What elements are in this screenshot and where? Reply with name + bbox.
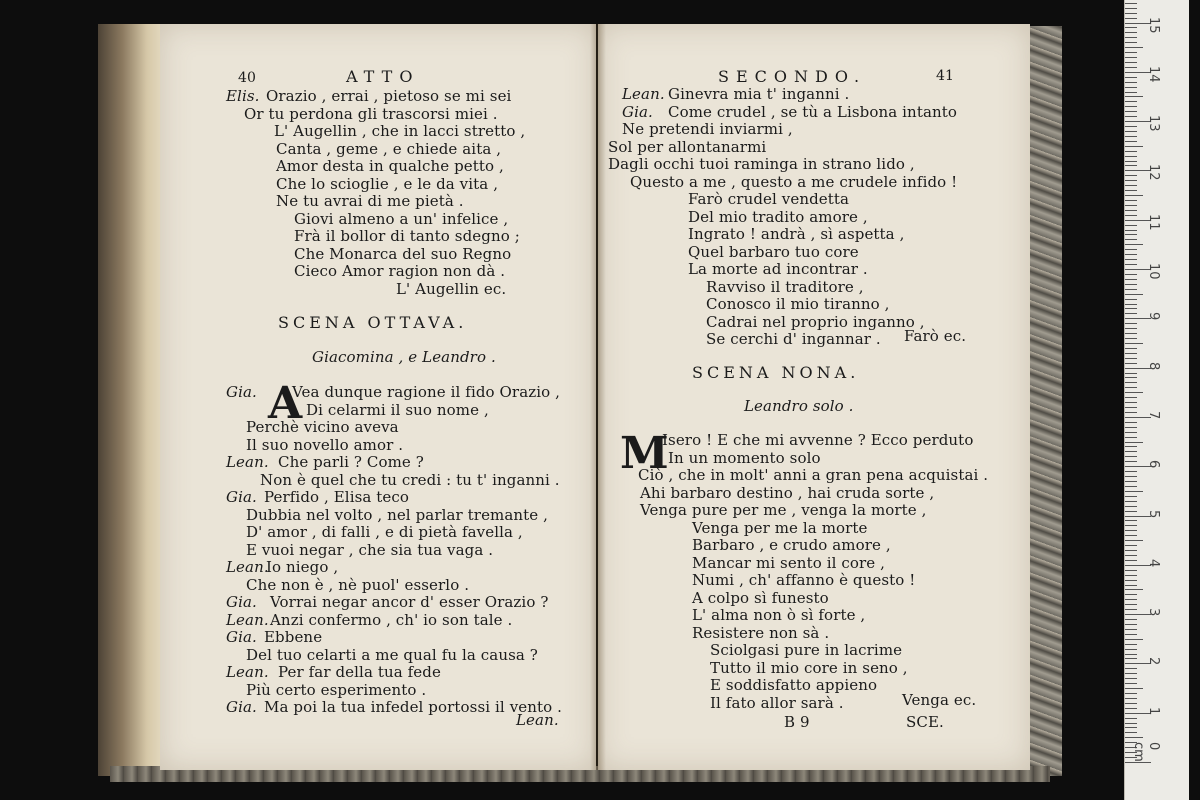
ruler-tick	[1125, 634, 1137, 635]
verse-line: Come crudel , se tù a Lisbona intanto	[668, 102, 958, 121]
ruler-tick	[1125, 180, 1137, 181]
ruler-tick	[1125, 688, 1143, 689]
ruler-tick	[1125, 284, 1137, 285]
verse-line: Se cerchi d' ingannar .	[706, 330, 881, 348]
ruler-tick	[1125, 333, 1137, 334]
ruler-tick	[1125, 451, 1137, 452]
ruler-tick	[1125, 18, 1137, 19]
verse-line: Conosco il mio tiranno ,	[706, 295, 890, 313]
ruler-tick	[1125, 185, 1137, 186]
verse-line: Giovi almeno a un' infelice ,	[294, 209, 509, 228]
ruler-tick	[1125, 131, 1137, 132]
verse-line: Mancar mi sento il core ,	[692, 553, 885, 572]
verse-line: E soddisfatto appieno	[710, 676, 878, 694]
ruler-number: 12	[1146, 164, 1161, 181]
ruler-tick	[1125, 151, 1137, 152]
verse-line: Più certo esperimento .	[246, 680, 427, 699]
verse-line: Per far della tua fede	[278, 663, 441, 681]
signature-mark: B 9	[784, 713, 810, 731]
ruler-tick	[1125, 708, 1137, 709]
ruler-tick	[1125, 481, 1137, 482]
ruler-tick	[1125, 225, 1137, 226]
ruler-tick	[1125, 683, 1137, 684]
verse-line: Ebbene	[264, 628, 323, 646]
verse-line: Tutto il mio core in seno ,	[710, 658, 908, 677]
verse-line: In un momento solo	[668, 448, 821, 467]
ruler-tick	[1125, 377, 1137, 378]
verse-line: Io niego ,	[266, 558, 339, 576]
ruler-number: 10	[1146, 263, 1161, 280]
ruler-number: 8	[1146, 361, 1161, 370]
ruler-tick	[1125, 723, 1137, 724]
ruler-tick	[1125, 106, 1137, 107]
speaker-label: Gia.	[226, 593, 257, 611]
ruler-tick	[1125, 693, 1137, 694]
ruler-tick	[1125, 644, 1137, 645]
verse-line: Ingrato ! andrà , sì aspetta ,	[688, 225, 905, 243]
verse-line: Dubbia nel volto , nel parlar tremante ,	[246, 505, 549, 524]
ruler-tick	[1125, 87, 1137, 88]
verse-line: Del mio tradito amore ,	[688, 207, 868, 226]
ruler-tick	[1125, 313, 1137, 314]
ruler-tick	[1125, 13, 1137, 14]
verse-line: Or tu perdona gli trascorsi miei .	[244, 104, 498, 123]
ruler-tick	[1125, 609, 1137, 610]
ruler-tick	[1125, 580, 1137, 581]
book-gutter	[590, 24, 606, 770]
ruler-tick	[1125, 244, 1143, 245]
verse-line: Venga pure per me , venga la morte ,	[640, 501, 927, 519]
ruler-tick	[1125, 42, 1137, 43]
ruler-tick	[1125, 437, 1137, 438]
ruler-tick	[1125, 289, 1137, 290]
page-number: 40	[238, 70, 257, 86]
ruler-number: 4	[1146, 558, 1161, 568]
ruler-tick	[1125, 585, 1137, 586]
ruler-tick	[1125, 239, 1137, 240]
ruler-tick	[1125, 619, 1137, 620]
ruler-tick	[1125, 456, 1137, 457]
ruler-tick	[1125, 77, 1137, 78]
speaker-label: Gia.	[226, 383, 257, 401]
verse-line: Ahi barbaro destino , hai cruda sorte ,	[640, 483, 935, 502]
ruler-tick	[1125, 476, 1137, 477]
verse-line: D' amor , di falli , e di pietà favella ,	[246, 523, 523, 541]
ruler-tick	[1125, 353, 1137, 354]
ruler-tick	[1125, 234, 1137, 235]
ruler-tick	[1125, 92, 1137, 93]
ruler-tick	[1125, 525, 1137, 526]
ruler-tick	[1125, 639, 1143, 640]
ruler-tick	[1125, 32, 1137, 33]
ruler-tick	[1125, 62, 1137, 63]
ruler-tick	[1125, 141, 1137, 142]
ruler-tick	[1125, 146, 1143, 147]
verse-line: L' Augellin , che in lacci stretto ,	[274, 122, 526, 140]
ruler-tick	[1125, 491, 1143, 492]
verse-line: Dagli occhi tuoi raminga in strano lido ,	[608, 155, 915, 173]
verse-line: L' alma non ò sì forte ,	[692, 606, 866, 624]
ruler-tick	[1125, 658, 1137, 659]
ruler-tick	[1125, 373, 1137, 374]
verse-line: Orazio , errai , pietoso se mi sei	[266, 87, 512, 105]
ruler-tick	[1125, 698, 1137, 699]
ruler-tick	[1125, 427, 1137, 428]
ruler-tick	[1125, 535, 1137, 536]
verse-line: Di celarmi il suo nome ,	[306, 400, 489, 419]
ruler-tick	[1125, 264, 1137, 265]
verse-line: Che Monarca del suo Regno	[294, 244, 512, 263]
ruler-tick	[1125, 594, 1137, 595]
ruler-tick	[1125, 432, 1137, 433]
ruler-tick	[1125, 461, 1137, 462]
ruler-number: 5	[1146, 509, 1161, 518]
ruler-tick	[1125, 501, 1137, 502]
ruler-tick	[1125, 175, 1137, 176]
ruler-tick	[1125, 304, 1137, 305]
ruler-tick	[1125, 101, 1137, 102]
ruler-tick	[1125, 407, 1137, 408]
ruler-tick	[1125, 37, 1137, 38]
ruler-tick	[1125, 205, 1137, 206]
ruler-tick	[1125, 195, 1143, 196]
ruler-number: 15	[1146, 16, 1161, 34]
ruler-number: 14	[1146, 65, 1161, 83]
ruler-number: 7	[1146, 410, 1161, 420]
ruler-tick	[1125, 274, 1137, 275]
ruler-tick	[1125, 52, 1137, 53]
ruler-number: 1	[1146, 706, 1161, 715]
speaker-label: Lean.	[226, 610, 269, 629]
verse-line: Ne tu avrai di me pietà .	[276, 192, 464, 210]
verse-line: Farò crudel vendetta	[688, 190, 850, 208]
scene-title: SCENA OTTAVA.	[278, 313, 468, 332]
ruler-tick	[1125, 111, 1137, 112]
ruler-tick	[1125, 718, 1137, 719]
ruler-number: 6	[1146, 460, 1161, 469]
ruler-tick	[1125, 727, 1137, 728]
verse-line: A colpo sì funesto	[692, 588, 829, 607]
ruler-tick	[1125, 402, 1137, 403]
verse-line: Resistere non sà .	[692, 623, 830, 642]
ruler-tick	[1125, 136, 1137, 137]
verse-line: Cieco Amor ragion non dà .	[294, 262, 506, 280]
ruler-tick	[1125, 363, 1137, 364]
ruler-unit-label: 0 cm	[1131, 742, 1161, 762]
verse-line: Amor desta in qualche petto ,	[276, 157, 504, 175]
verse-line: Sciolgasi pure in lacrime	[710, 641, 903, 659]
ruler-tick	[1125, 200, 1137, 201]
speaker-label: Lean.	[226, 558, 269, 576]
verse-line: Canta , geme , e chiede aita ,	[276, 139, 502, 158]
verse-line: Che parli ? Come ?	[278, 453, 424, 471]
ruler-tick	[1125, 165, 1137, 166]
ruler-tick	[1125, 570, 1137, 571]
verse-line: Questo a me , questo a me crudele infido !	[630, 172, 958, 191]
ruler-tick	[1125, 67, 1137, 68]
scene-characters: Leandro solo .	[744, 397, 854, 415]
catchword: Lean.	[516, 711, 559, 729]
ruler-tick	[1125, 3, 1137, 4]
verse-line: Venga per me la morte	[692, 518, 868, 537]
verse-line: Vorrai negar ancor d' esser Orazio ?	[270, 593, 549, 611]
ruler-tick	[1125, 442, 1143, 443]
verse-line: Quel barbaro tuo core	[688, 242, 859, 261]
ruler-tick	[1125, 397, 1137, 398]
verse-line: L' Augellin ec.	[396, 279, 507, 298]
verse-line: Ravviso il traditore ,	[706, 277, 864, 296]
ruler-tick	[1125, 555, 1137, 556]
ruler-tick	[1125, 230, 1137, 231]
ruler-tick	[1125, 703, 1137, 704]
speaker-label: Gia.	[226, 628, 257, 646]
ruler-tick	[1125, 126, 1137, 127]
ruler-tick	[1125, 387, 1137, 388]
ruler-tick	[1125, 254, 1137, 255]
ruler-tick	[1125, 279, 1137, 280]
verse-line: Sol per allontanarmi	[608, 137, 767, 156]
ruler-tick	[1125, 8, 1137, 9]
ruler-tick	[1125, 624, 1137, 625]
drop-cap: A	[268, 378, 303, 429]
verse-line: Ne pretendi inviarmi ,	[622, 120, 793, 138]
ruler-tick	[1125, 161, 1137, 162]
ruler-tick	[1125, 323, 1137, 324]
book-cover-edge-right	[1028, 26, 1062, 776]
ruler-tick	[1125, 215, 1137, 216]
ruler-tick	[1125, 294, 1143, 295]
ruler-tick	[1125, 249, 1137, 250]
ruler-tick	[1125, 737, 1143, 738]
verse-line: Perfido , Elisa teco	[264, 488, 410, 506]
ruler-number: 2	[1146, 657, 1161, 666]
right-page	[598, 24, 1030, 770]
ruler-tick	[1125, 190, 1137, 191]
ruler-tick	[1125, 328, 1137, 329]
ruler-tick	[1125, 629, 1137, 630]
ruler-tick	[1125, 589, 1143, 590]
verse-line: Non è quel che tu credi : tu t' inganni .	[260, 470, 560, 489]
verse-line: Che non è , nè puol' esserlo .	[246, 575, 470, 594]
verse-line: Il fato allor sarà .	[710, 693, 844, 712]
verse-line: Frà il bollor di tanto sdegno ;	[294, 227, 520, 245]
book-fore-edge-left	[98, 24, 168, 776]
speaker-label: Gia.	[226, 698, 257, 716]
scene-characters: Giacomina , e Leandro .	[312, 348, 496, 366]
ruler-tick	[1125, 599, 1137, 600]
ruler-tick	[1125, 422, 1137, 423]
ruler-tick	[1125, 446, 1137, 447]
ruler-number: 11	[1146, 213, 1161, 231]
verse-line: Ma poi la tua infedel portossi il vento .	[264, 698, 562, 716]
ruler-tick	[1125, 673, 1137, 674]
ruler-tick	[1125, 668, 1137, 669]
ruler-tick	[1125, 654, 1137, 655]
ruler-tick	[1125, 358, 1137, 359]
verse-line: Perchè vicino aveva	[246, 418, 399, 436]
ruler-tick	[1125, 496, 1137, 497]
catchword: SCE.	[906, 713, 944, 731]
ruler-tick	[1125, 471, 1137, 472]
verse-line: Ginevra mia t' inganni .	[668, 85, 850, 103]
verse-line: Ciò , che in molt' anni a gran pena acquistai .	[638, 466, 989, 484]
ruler-tick	[1125, 156, 1137, 157]
ruler-tick	[1125, 210, 1137, 211]
ruler-tick	[1125, 486, 1137, 487]
verse-line: Anzi confermo , ch' io son tale .	[270, 610, 513, 629]
ruler-tick	[1125, 678, 1137, 679]
running-head: SECONDO.	[718, 67, 867, 86]
verse-line: Il suo novello amor .	[246, 435, 404, 454]
ruler-tick	[1125, 511, 1137, 512]
ruler-tick	[1125, 732, 1137, 733]
verse-line: E vuoi negar , che sia tua vaga .	[246, 540, 494, 559]
ruler-tick	[1125, 343, 1143, 344]
ruler-tick	[1125, 96, 1143, 97]
ruler-tick	[1125, 382, 1137, 383]
ruler-tick	[1125, 259, 1137, 260]
running-head: ATTO	[346, 67, 420, 86]
repeat-cue: Venga ec.	[902, 691, 977, 709]
speaker-label: Gia.	[622, 102, 653, 121]
ruler-tick	[1125, 82, 1137, 83]
ruler-tick	[1125, 57, 1137, 58]
measuring-ruler	[1124, 0, 1189, 800]
speaker-label: Lean.	[622, 85, 665, 103]
ruler-tick	[1125, 348, 1137, 349]
ruler-tick	[1125, 506, 1137, 507]
verse-line: Del tuo celarti a me qual fu la causa ?	[246, 645, 538, 664]
verse-line: Vea dunque ragione il fido Orazio ,	[292, 383, 561, 401]
ruler-tick	[1125, 550, 1137, 551]
speaker-label: Lean.	[226, 453, 269, 471]
ruler-tick	[1125, 47, 1143, 48]
ruler-tick	[1125, 649, 1137, 650]
ruler-tick	[1125, 520, 1137, 521]
ruler-number: 3	[1146, 608, 1161, 617]
speaker-label: Elis.	[226, 87, 260, 105]
page-number: 41	[936, 68, 955, 84]
ruler-tick	[1125, 530, 1137, 531]
ruler-number: 13	[1146, 115, 1161, 132]
ruler-tick	[1125, 27, 1137, 28]
ruler-tick	[1125, 560, 1137, 561]
ruler-tick	[1125, 412, 1137, 413]
ruler-tick	[1125, 604, 1137, 605]
ruler-tick	[1125, 299, 1137, 300]
repeat-cue: Farò ec.	[904, 327, 967, 345]
scene-title: SCENA NONA.	[692, 363, 860, 382]
ruler-tick	[1125, 545, 1137, 546]
ruler-tick	[1125, 392, 1143, 393]
speaker-label: Lean.	[226, 663, 269, 681]
ruler-tick	[1125, 308, 1137, 309]
verse-line: La morte ad incontrar .	[688, 260, 868, 278]
ruler-tick	[1125, 540, 1143, 541]
verse-line: Isero ! E che mi avvenne ? Ecco perduto	[662, 431, 974, 449]
ruler-tick	[1125, 338, 1137, 339]
verse-line: Numi , ch' affanno è questo !	[692, 571, 916, 589]
verse-line: Barbaro , e crudo amore ,	[692, 536, 891, 554]
speaker-label: Gia.	[226, 488, 257, 506]
verse-line: Che lo scioglie , e le da vita ,	[276, 174, 499, 193]
ruler-tick	[1125, 575, 1137, 576]
verse-line: Cadrai nel proprio inganno ,	[706, 312, 925, 331]
left-page	[160, 24, 596, 770]
ruler-tick	[1125, 116, 1137, 117]
ruler-number: 9	[1146, 312, 1161, 321]
drop-cap: M	[620, 428, 669, 479]
